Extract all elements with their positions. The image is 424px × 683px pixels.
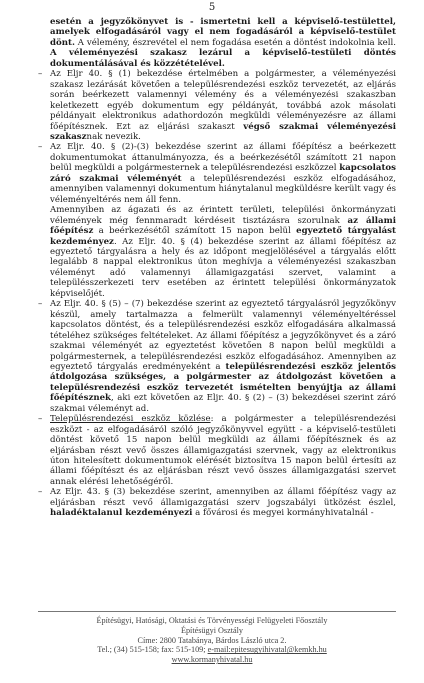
footer-email-link[interactable]: e-mail:epitesugyihivatal@kemkh.hu — [207, 645, 327, 655]
footer-contact — [0, 645, 424, 655]
dash-bullet: – — [38, 142, 43, 153]
dash-bullet: – — [38, 69, 43, 80]
paragraph — [38, 205, 396, 299]
bold-text: egyeztető tárgyalást kezdeményez — [50, 226, 396, 247]
bold-text: haladéktalanul kezdeményezi — [50, 508, 193, 519]
text: Az Eljr 40. § (1) bekezdése értelmében a polgármester, a véleményezési szakasz lezárását követően a településrendezési eszköz tervezetét, az eljárás során beérkezett valamennyi vélemény és a véleményezési szakaszban keletkezett egyéb dokumentum egy példányát, továbbá azok másolati példányait elektronikus adathordozón megküldi véleményezésre az állami főépítésznek. Ezt az eljárási szakaszt — [50, 69, 396, 132]
list-item — [38, 414, 396, 487]
text: Az Eljr. 40. § (2)-(3) bekezdése szerint az állami főépítész a beérkezett dokumentumokat áttanulmányozza, és a beérkezésétől számított 21 napon belül megküldi a polgármesternek a településrendezési eszközzel — [50, 142, 396, 174]
dash-bullet: – — [38, 487, 43, 498]
bold-text: kapcsolatos záró szakmai véleményét — [50, 163, 396, 184]
footer-office: Építésügyi Osztály — [180, 625, 244, 635]
text: a településrendezési eszköz elfogadásához, amennyiben valamennyi dokumentum hiánytalanul megküldésre került vagy és véleményeltérés nem áll fenn. — [50, 173, 396, 205]
bold-text: A véleményezési szakasz lezárul a képviselő-testületi döntés dokumentálásával és közzétételével. — [50, 48, 396, 69]
footer-department: Építésügyi, Hatósági, Oktatási és Törvényességi Felügyeleti Főosztály — [96, 616, 328, 625]
bold-text: végső szakmai véleményezési szakasz — [50, 121, 396, 142]
text: nak nevezik. — [86, 131, 141, 142]
dash-bullet: – — [38, 299, 43, 310]
text: a fővárosi és megyei kormányhivatalnál - — [192, 508, 374, 519]
paragraph-continuation — [38, 17, 396, 69]
text: a beérkezésétől számított 15 napon belül — [93, 226, 297, 237]
bold-text: az állami főépítész — [50, 215, 396, 237]
text: A vélemény, észrevétel el nem fogadása esetén a döntést indokolnia kell. — [74, 37, 396, 48]
text: Amennyiben az ágazati és az érintett területi, települési önkormányzati vélemények még fennmaradt kérdéseit tisztázásra szorulnak — [50, 205, 396, 226]
text: Az Eljr. 40. § (5) – (7) bekezdése szerint az egyeztető tárgyalásról jegyzőkönyv készül, amely tartalmazza a felmerült valamennyi véleményeltéréssel kapcsolatos döntést, és a településrendezési eszköz elfogadására alkalmassá tételéhez szükséges feltételeket. Az állami főépítész a jegyzőkönyvet és a záró szakmai véleményét az egyeztetést követően 8 napon belül megküldi a polgármesternek, a településrendezési eszköz elfogadásához. Amennyiben az egyeztető tárgyalás eredményeként a — [50, 299, 396, 372]
text: : a polgármester a településrendezési eszközt - az elfogadásáról szóló jegyzőkönyvvel együtt - a képviselő-testületi döntést követő 15 napon belül megküldi az állami főépítésznek és az eljárásban részt vevő összes államigazgatási szervnek, vagy az elektronikus úton hitelesített dokumentumok elérését biztosítva 15 napon belül értesíti az állami főépítészt és az eljárásban részt vevő összes államigazgatási szervet annak elérési lehetőségéről. — [50, 414, 396, 487]
bold-text: településrendezési eszköz jelentős átdolgozása szükséges, a polgármester az átdolgozást követően a településrendezési eszköz tervezetét ismételten benyújtja az állami főépítésznek — [50, 361, 396, 404]
list-item — [38, 487, 396, 518]
bold-text: esetén a jegyzőkönyvet is - ismertetni kell a képviselő-testülettel, amelyek elfogadásáról vagy el nem fogadásáról a képviselő-testület dönt. — [50, 17, 396, 48]
footer — [0, 616, 424, 665]
footer-phone: Tel.; (34) 515-158; fax: 515-109; — [97, 645, 208, 655]
list-item — [38, 299, 396, 414]
underlined-heading: Településrendezési eszköz közlése — [50, 414, 211, 425]
footer-address: Címe: 2800 Tatabánya, Bárdos László utca 2. — [137, 635, 287, 645]
list-item — [38, 69, 396, 142]
document-body — [38, 17, 396, 519]
text: . Az Eljr. 40. § (4) bekezdése szerint az állami főépítész az egyeztető tárgyalásra a hely és az időpont megjelölésével a tárgyalás előtt legalább 8 nappal elektronikus úton meghívja a véleményezési szakaszban véleményt adó valamennyi államigazgatási szervet, valamint a településszerkezeti terv esetében az érintett települési önkormányzatok képviselőjét. — [50, 236, 396, 299]
footer-website-link[interactable]: www.kormanyhivatal.hu — [171, 655, 253, 665]
dash-bullet: – — [38, 414, 43, 425]
footer-divider — [38, 611, 396, 612]
text: , aki ezt követően az Eljr. 40. § (2) – (3) bekezdései szerint záró szakmai véleményt ad. — [50, 393, 396, 414]
list-item — [38, 142, 396, 205]
text: Az Eljr. 43. § (3) bekezdése szerint, amennyiben az állami főépítész vagy az eljárásban részt vevő államigazgatási szerv jogszabályi ütközést észlel, — [50, 487, 396, 508]
page-number: 5 — [208, 2, 216, 13]
